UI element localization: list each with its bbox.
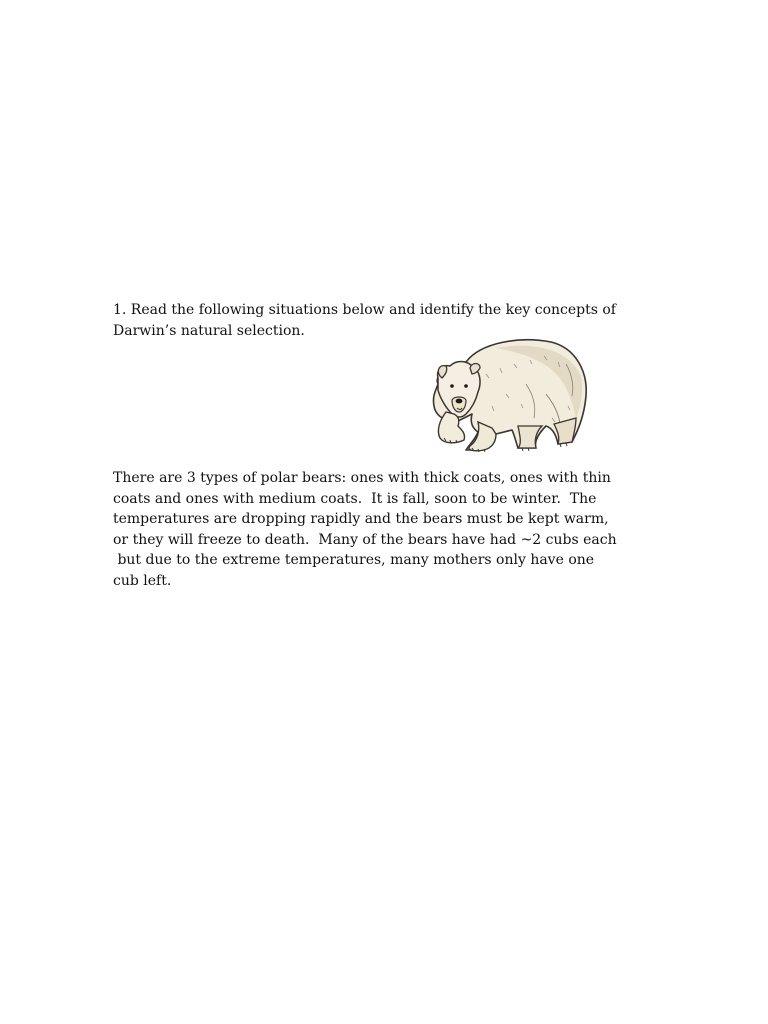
scenario-line: but due to the extreme temperatures, many mothers only have one	[113, 552, 595, 568]
scenario-line: There are 3 types of polar bears: ones with thick coats, ones with thin	[113, 470, 611, 486]
scenario-text	[113, 468, 617, 591]
polar-bear-icon	[426, 334, 590, 454]
scenario-line: cub left.	[113, 572, 172, 589]
question-line: 1. Read the following situations below and identify the key concepts of	[113, 302, 616, 318]
scenario-line: coats and ones with medium coats. It is fall, soon to be winter. The	[113, 490, 597, 507]
scenario-line: or they will freeze to death. Many of the bears have had ~2 cubs each	[113, 531, 617, 548]
scenario-line: temperatures are dropping rapidly and the bears must be kept warm,	[113, 511, 609, 527]
question-line: Darwin’s natural selection.	[113, 322, 305, 339]
